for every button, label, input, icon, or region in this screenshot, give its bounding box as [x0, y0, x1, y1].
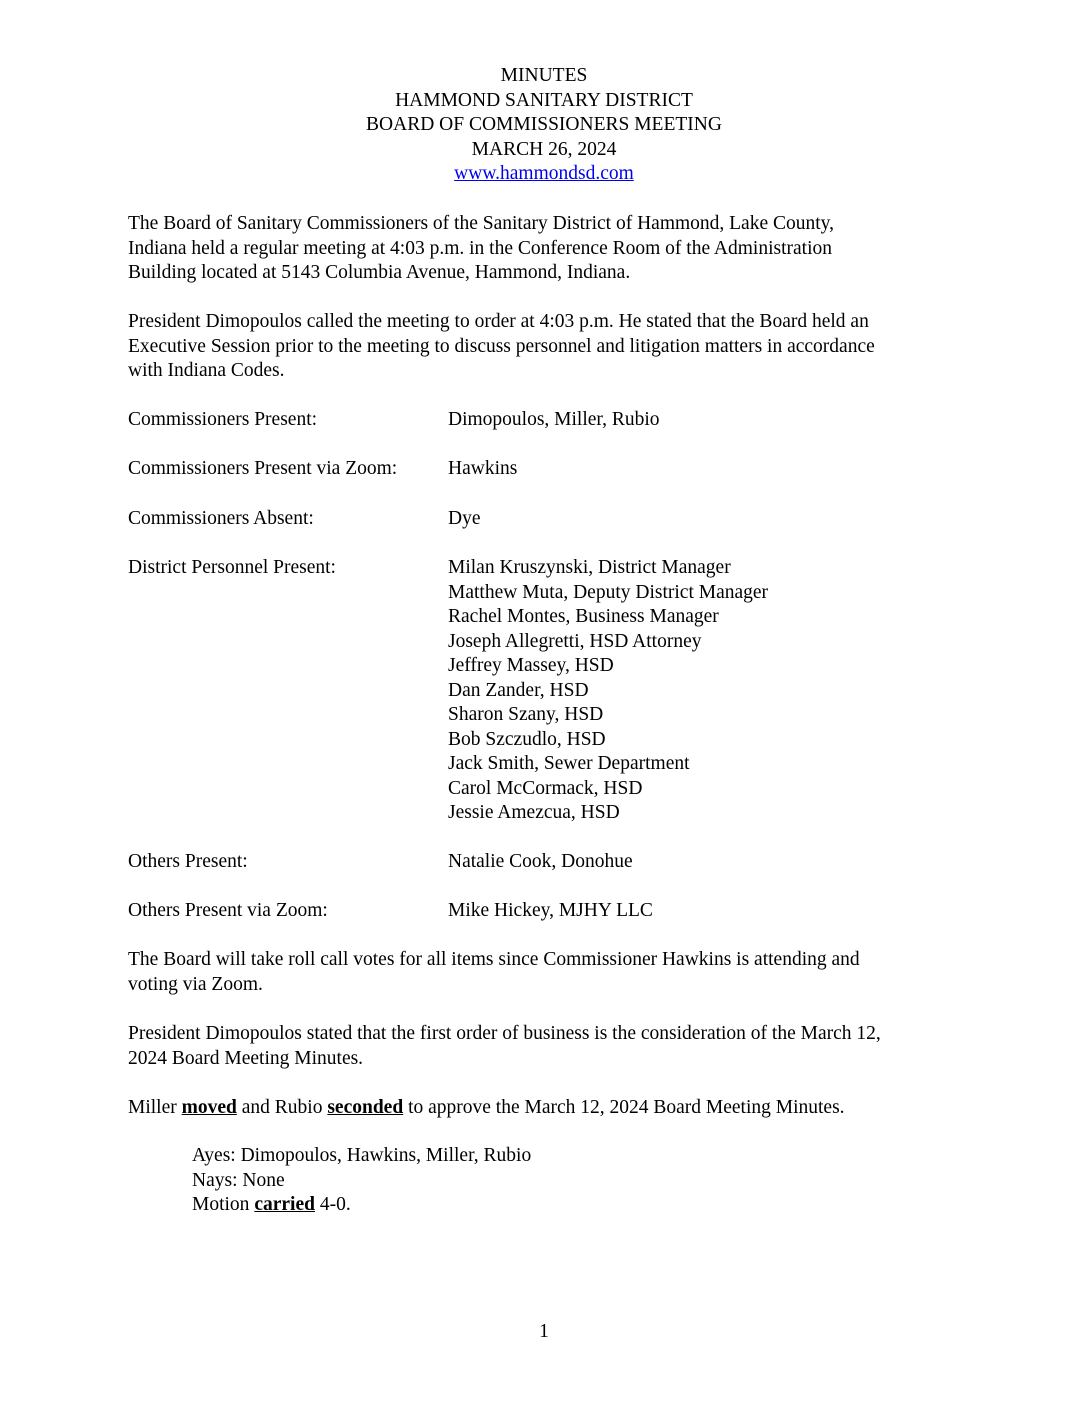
- personnel-name: Matthew Muta, Deputy District Manager: [448, 581, 769, 603]
- personnel-name: Jack Smith, Sewer Department: [448, 753, 690, 774]
- call-to-order-line: with Indiana Codes.: [128, 360, 285, 382]
- personnel-label: District Personnel Present:: [128, 557, 336, 578]
- personnel-name: Rachel Montes, Business Manager: [448, 606, 719, 627]
- header-meeting: BOARD OF COMMISSIONERS MEETING: [366, 114, 722, 136]
- intro-paragraph: [128, 212, 968, 286]
- personnel-name: Joseph Allegretti, HSD Attorney: [448, 630, 702, 652]
- personnel-name: Dan Zander, HSD: [448, 679, 589, 701]
- call-to-order-line: Executive Session prior to the meeting to discuss personnel and litigation matters in accordance: [128, 335, 875, 357]
- personnel-name: Jessie Amezcua, HSD: [448, 802, 620, 823]
- commissioners-present-label: Commissioners Present:: [128, 409, 318, 430]
- personnel-name: Jeffrey Massey, HSD: [448, 655, 614, 676]
- personnel-name: Bob Szczudlo, HSD: [448, 728, 606, 750]
- document-header: [0, 64, 1088, 187]
- website-link[interactable]: www.hammondsd.com: [454, 163, 634, 185]
- personnel-name: Carol McCormack, HSD: [448, 777, 643, 799]
- first-business-paragraph: [128, 1022, 968, 1071]
- personnel-list: [448, 556, 768, 826]
- call-to-order-paragraph: [128, 310, 968, 384]
- motion-text: to approve the March 12, 2024 Board Meeting Minutes.: [403, 1097, 845, 1118]
- commissioners-absent-label: Commissioners Absent:: [128, 508, 314, 529]
- roll-call-paragraph: [128, 948, 968, 997]
- header-minutes: MINUTES: [500, 65, 588, 86]
- others-zoom-label: Others Present via Zoom:: [128, 900, 328, 921]
- intro-line: Building located at 5143 Columbia Avenue, Hammond, Indiana.: [128, 262, 631, 284]
- vote-result: [192, 1193, 531, 1218]
- commissioners-zoom-label: Commissioners Present via Zoom:: [128, 458, 398, 479]
- commissioners-zoom-value: Hawkins: [448, 458, 518, 479]
- header-district: HAMMOND SANITARY DISTRICT: [395, 89, 693, 111]
- intro-line: The Board of Sanitary Commissioners of the Sanitary District of Hammond, Lake County,: [128, 213, 835, 234]
- others-present-label: Others Present:: [128, 851, 248, 872]
- vote-ayes: Ayes: Dimopoulos, Hawkins, Miller, Rubio: [192, 1145, 532, 1166]
- call-to-order-line: President Dimopoulos called the meeting to order at 4:03 p.m. He stated that the Board held an: [128, 311, 869, 332]
- moved-keyword: moved: [181, 1097, 237, 1118]
- motion-text: and Rubio: [236, 1097, 328, 1118]
- personnel-name: Milan Kruszynski, District Manager: [448, 557, 731, 578]
- roll-call-line: voting via Zoom.: [128, 973, 263, 995]
- others-zoom-value: Mike Hickey, MJHY LLC: [448, 900, 653, 921]
- personnel-name: Sharon Szany, HSD: [448, 704, 604, 725]
- seconded-keyword: seconded: [327, 1097, 404, 1118]
- carried-keyword: carried: [254, 1194, 315, 1216]
- motion-paragraph: [128, 1096, 968, 1121]
- vote-nays: Nays: None: [192, 1169, 285, 1191]
- commissioners-present-value: Dimopoulos, Miller, Rubio: [448, 409, 660, 430]
- commissioners-absent-value: Dye: [448, 508, 481, 529]
- intro-line: Indiana held a regular meeting at 4:03 p.m. in the Conference Room of the Administration: [128, 237, 832, 259]
- page-number: 1: [539, 1321, 549, 1342]
- vote-result-text: 4-0.: [314, 1194, 351, 1216]
- first-business-line: President Dimopoulos stated that the first order of business is the consideration of the March 12,: [128, 1023, 881, 1044]
- header-date: MARCH 26, 2024: [471, 138, 617, 160]
- vote-block: [192, 1144, 531, 1218]
- motion-text: Miller: [128, 1097, 182, 1118]
- vote-result-text: Motion: [192, 1194, 255, 1216]
- others-present-value: Natalie Cook, Donohue: [448, 851, 633, 872]
- roll-call-line: The Board will take roll call votes for all items since Commissioner Hawkins is attending and: [128, 949, 860, 970]
- first-business-line: 2024 Board Meeting Minutes.: [128, 1047, 364, 1069]
